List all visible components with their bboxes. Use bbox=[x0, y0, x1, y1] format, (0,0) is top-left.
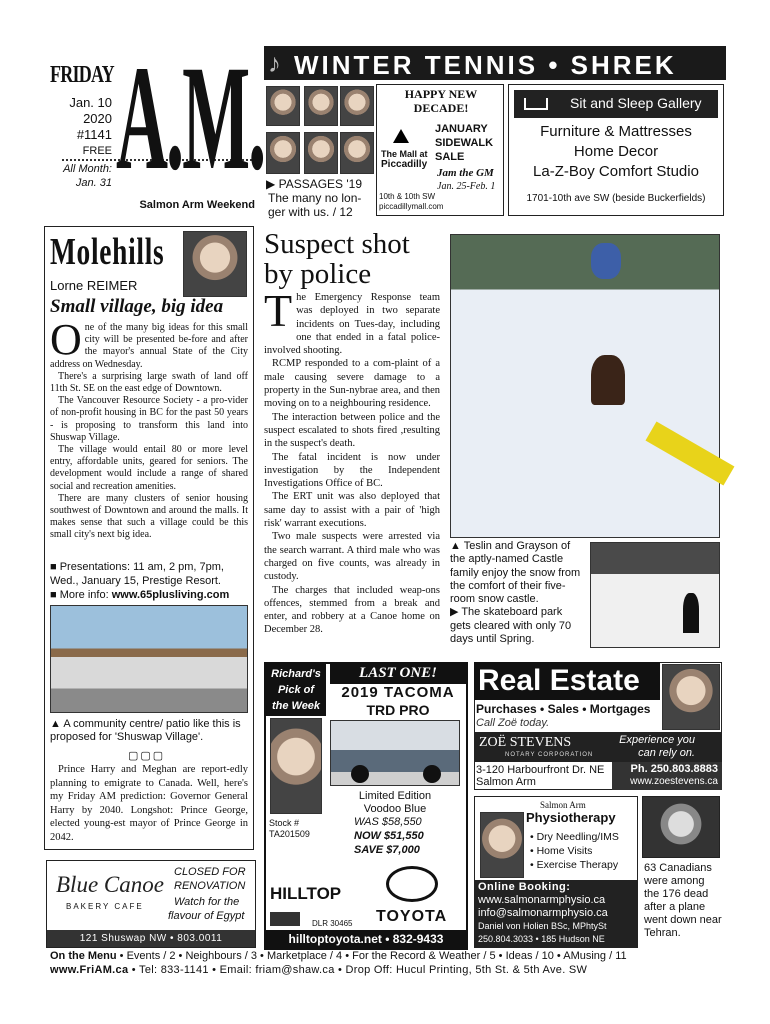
physio-brand: Physiotherapy bbox=[526, 810, 616, 825]
treble-clef-icon: ♪ bbox=[268, 48, 281, 78]
service-1 bbox=[530, 830, 619, 844]
slide bbox=[646, 421, 735, 485]
realestate-addr2: Salmon Arm bbox=[476, 776, 536, 788]
mall-web: piccadillymall.com bbox=[379, 202, 444, 211]
pick-line1: Richard's bbox=[271, 668, 321, 680]
footer-menu bbox=[50, 950, 730, 962]
toyota-emblem-icon bbox=[386, 866, 438, 902]
realestate-call: Call Zoë today. bbox=[476, 717, 550, 729]
more-info-link[interactable]: www.65plusliving.com bbox=[111, 589, 230, 601]
pick-line3: the Week bbox=[271, 700, 321, 712]
free-label: FREE bbox=[82, 145, 112, 157]
suspect-p6: Two male suspects were arrested via the search warrant. A third male who was charged on five counts, was already in custody. bbox=[264, 531, 440, 583]
author-name: Lorne REIMER bbox=[50, 278, 138, 293]
passages-photo-1 bbox=[266, 86, 300, 126]
passages-photo-4 bbox=[266, 132, 300, 174]
photo-caption-text: A community centre/ patio like this is proposed for 'Shuswap Village'. bbox=[50, 718, 241, 743]
booking-label: Online Booking: bbox=[478, 881, 571, 893]
sale-line-2: SIDEWALK bbox=[435, 137, 494, 149]
snow-caption-1: Teslin and Grayson of the aptly-named Castle family enjoy the snow from the comfort of their five-room snow castle. bbox=[450, 540, 581, 606]
canoe-address: 121 Shuswap NW • 803.0011 bbox=[47, 930, 255, 947]
contact-line: • Tel: 833-1141 • Email: friam@shaw.ca • Drop Off: Hucul Printing, 5th St. & 5th Ave. SW bbox=[131, 964, 588, 976]
column-title: Molehills bbox=[50, 231, 165, 273]
realestate-web: www.zoestevens.ca bbox=[630, 776, 718, 787]
square-bullet-icon: ■ bbox=[50, 589, 57, 601]
friday-label: FRIDAY bbox=[50, 62, 114, 88]
daniel-photo bbox=[480, 812, 524, 878]
bullet-icon: • bbox=[530, 845, 537, 857]
suspect-p1: he Emergency Response team was deployed in two separate incidents on Tues-day, including one that ended in a fatal police-involved shooting. bbox=[264, 292, 440, 357]
tagline-1: Experience you bbox=[619, 734, 695, 746]
all-month-label: All Month: bbox=[63, 163, 112, 175]
suspect-dropcap: T bbox=[264, 285, 293, 336]
model-line1: 2019 TACOMA bbox=[341, 684, 455, 701]
molehills-p4: The village would entail 80 or more level entry, affordable units, geared for seniors. The development would include a range of shared social and recreation amenities. bbox=[50, 444, 248, 492]
triangle-up-icon: ▲ bbox=[50, 718, 61, 730]
date: Jan. 10 bbox=[69, 95, 112, 110]
site-link[interactable]: www.FriAM.ca bbox=[50, 964, 129, 976]
snow-castle-photo bbox=[450, 234, 720, 538]
tagline-2: can rely on. bbox=[638, 747, 695, 759]
mall-name-1: The Mall at bbox=[381, 149, 428, 159]
save-price: SAVE $7,000 bbox=[354, 844, 420, 856]
mall-building-icon bbox=[393, 129, 409, 143]
passages-photo-5 bbox=[304, 132, 338, 174]
mall-ad[interactable] bbox=[376, 84, 504, 216]
phone-bar bbox=[612, 762, 722, 790]
realestate-services: Purchases • Sales • Mortgages bbox=[476, 702, 651, 716]
sale-line-1: JANUARY bbox=[435, 123, 488, 135]
passages-title[interactable] bbox=[266, 177, 362, 191]
passages-photo-6 bbox=[340, 132, 374, 174]
more-info-label: More info: bbox=[59, 589, 109, 601]
zoe-name: ZOË STEVENS bbox=[479, 735, 572, 750]
passages-title-text: PASSAGES '19 bbox=[278, 177, 363, 191]
child-figure bbox=[591, 355, 625, 405]
suspect-p2: RCMP responded to a com-plaint of a male causing severe damage to a property in the Sun-nybrae area, and then moving on to a neighbouring residence. bbox=[264, 358, 440, 410]
issue-number: #1141 bbox=[76, 127, 112, 142]
triangle-right-icon: ▶ bbox=[450, 606, 459, 619]
zoe-photo bbox=[662, 664, 720, 730]
passages-photo-3 bbox=[340, 86, 374, 126]
service-3 bbox=[530, 858, 619, 872]
suspect-headline-1: Suspect shot bbox=[264, 228, 410, 260]
mall-headline-2: DECADE! bbox=[413, 101, 469, 115]
now-price: NOW $51,550 bbox=[354, 830, 424, 842]
realestate-phone: Ph. 250.803.8883 bbox=[630, 763, 718, 775]
royal-prediction-text: Prince Harry and Meghan are report-edly planning to emigrate to Canada. Well, here's my Friday AM prediction: Governor General Harry by 2040. Longshot: Prince George, elected young-est mayor of Prince George in 2042. bbox=[50, 764, 248, 843]
dealer-number: DLR 30465 bbox=[312, 919, 353, 928]
model-line2: TRD PRO bbox=[366, 702, 430, 718]
top-banner[interactable] bbox=[264, 46, 726, 80]
am-logo: A.M. bbox=[116, 35, 265, 201]
physio-contact: 250.804.3033 • 185 Hudson NE bbox=[478, 934, 605, 944]
triangle-right-icon: ▶ bbox=[266, 177, 276, 191]
child-on-top bbox=[591, 243, 621, 279]
molehills-headline: Small village, big idea bbox=[50, 296, 224, 317]
was-price: WAS $58,550 bbox=[354, 816, 422, 828]
mall-address: 10th & 10th SW bbox=[379, 192, 436, 201]
physio-services bbox=[530, 830, 619, 872]
suspect-p3: The interaction between police and the suspect escalated to shots fired ,resulting in the suspect's death. bbox=[264, 411, 440, 450]
year: 2020 bbox=[83, 111, 112, 126]
service-2-text: Home Visits bbox=[536, 845, 593, 857]
hilltop-logo: HILLTOP bbox=[270, 884, 342, 903]
sleep-address: 1701-10th ave SW (beside Buckerfields) bbox=[526, 193, 706, 204]
menu-label: On the Menu bbox=[50, 950, 117, 962]
last-one-banner: LAST ONE! bbox=[330, 662, 466, 684]
tehran-photo bbox=[642, 796, 720, 858]
wheel-icon bbox=[351, 765, 369, 783]
passages-line2: ger with us. / 12 bbox=[268, 205, 353, 219]
toyota-contact[interactable]: hilltoptoyota.net • 832-9433 bbox=[266, 930, 466, 948]
section-divider-icon: ▢▢▢ bbox=[128, 750, 166, 762]
sleep-brand: Sit and Sleep Gallery bbox=[570, 95, 702, 111]
event-dates: Jan. 25-Feb. 1 bbox=[437, 181, 496, 192]
carproof-icon bbox=[270, 912, 300, 926]
community-centre-photo bbox=[50, 605, 248, 713]
edition-line2: Voodoo Blue bbox=[363, 803, 427, 815]
triangle-up-icon: ▲ bbox=[450, 540, 461, 552]
all-month-date: Jan. 31 bbox=[75, 177, 112, 189]
person-figure bbox=[683, 593, 699, 633]
zoe-corp: NOTARY CORPORATION bbox=[505, 752, 594, 758]
footer-contact bbox=[50, 964, 730, 976]
realestate-title: Real Estate bbox=[474, 662, 660, 700]
pick-of-week bbox=[266, 664, 326, 716]
molehills-body bbox=[50, 315, 248, 542]
presentations-line2: Wed., January 15, Prestige Resort. bbox=[50, 575, 221, 587]
passages-photo-2 bbox=[304, 86, 338, 126]
physio-email[interactable]: info@salmonarmphysio.ca bbox=[478, 907, 608, 919]
toyota-wordmark: TOYOTA bbox=[376, 908, 448, 925]
canoe-line3: Watch for the bbox=[174, 896, 240, 908]
canoe-line1: CLOSED FOR bbox=[174, 866, 246, 878]
skatepark-photo bbox=[590, 542, 720, 648]
canoe-brand: Blue Canoe bbox=[56, 872, 164, 897]
royal-prediction bbox=[50, 763, 248, 844]
molehills-p1: ne of the many big ideas for this small city will be presented be-fore and after the mayor's annual State of the City address on Wednesday. bbox=[50, 322, 248, 370]
presentations bbox=[50, 560, 250, 602]
truck-photo bbox=[330, 720, 460, 786]
stock-label: Stock # bbox=[269, 818, 300, 828]
molehills-p5: There are many clusters of senior housing southwest of Downtown and around the malls. It makes sense that such a village could be this small city's next big idea. bbox=[50, 492, 248, 541]
sale-line-3: SALE bbox=[435, 151, 465, 163]
edition-label: Salmon Arm Weekend bbox=[139, 199, 255, 211]
square-bullet-icon: ■ bbox=[50, 561, 57, 573]
snow-caption bbox=[450, 540, 586, 646]
suspect-headline-2: by police bbox=[264, 258, 372, 290]
passages-line1: The many no lon- bbox=[268, 191, 362, 205]
sofa-icon bbox=[524, 98, 548, 110]
service-1-text: Dry Needling/IMS bbox=[536, 831, 619, 843]
pick-line2: Pick of bbox=[277, 684, 315, 696]
realestate-addr1: 3-120 Harbourfront Dr. NE bbox=[476, 764, 605, 776]
sleep-line2: Home Decor bbox=[573, 143, 659, 160]
molehills-p3: The Vancouver Resource Society - a pro-vider of non-profit housing in BC for the past 50 years - is proposing to transform this land into Shuswap Village. bbox=[50, 395, 248, 443]
canoe-line4: flavour of Egypt bbox=[168, 910, 245, 922]
mall-name-2: Piccadilly bbox=[381, 159, 428, 170]
physio-web[interactable]: www.salmonarmphysio.ca bbox=[478, 894, 606, 906]
zoe-bar bbox=[475, 732, 721, 762]
presentations-line1: Presentations: 11 am, 2 pm, 7pm, bbox=[59, 561, 224, 573]
physio-name: Daniel von Holien BSc, MPhtySt bbox=[478, 921, 607, 931]
suspect-p5: The ERT unit was also deployed that same day to assist with a pair of 'high risk' warrant executions. bbox=[264, 491, 440, 530]
physio-booking-box bbox=[475, 880, 637, 947]
stock-number: TA201509 bbox=[269, 829, 310, 839]
suspect-p4: The fatal incident is now under investigation by the Independent Investigations Office of BC. bbox=[264, 451, 440, 490]
snow-caption-2: The skateboard park gets cleared with only 70 days until Spring. bbox=[450, 606, 572, 646]
canoe-sub: BAKERY CAFE bbox=[66, 902, 144, 911]
bullet-icon: • bbox=[530, 831, 537, 843]
menu-items: • Events / 2 • Neighbours / 3 • Marketplace / 4 • For the Record & Weather / 5 • Ideas / 10 • AMusing / 11 bbox=[119, 950, 627, 962]
suspect-p7: The charges that included weap-ons offences, stemmed from a break and enter, and robbery at a Canoe home on December 28. bbox=[264, 584, 440, 636]
mall-headline-1: HAPPY NEW bbox=[404, 87, 478, 101]
edition-line1: Limited Edition bbox=[358, 790, 432, 802]
tehran-text: 63 Canadians were among the 176 dead after a plane went down near Tehran. bbox=[644, 862, 722, 939]
suspect-body bbox=[264, 285, 440, 637]
service-3-text: Exercise Therapy bbox=[536, 859, 619, 871]
photo-caption bbox=[50, 718, 250, 744]
sleep-line1: Furniture & Mattresses bbox=[540, 123, 692, 140]
sleep-line3: La-Z-Boy Comfort Studio bbox=[533, 163, 699, 180]
richard-photo bbox=[270, 718, 322, 814]
molehills-dropcap: O bbox=[50, 315, 82, 364]
molehills-p2: There's a surprising large swath of land off 11th St. SE on the east edge of Downtown. bbox=[50, 370, 248, 395]
author-photo bbox=[183, 231, 247, 297]
sleep-ad[interactable] bbox=[508, 84, 724, 216]
bullet-icon: • bbox=[530, 859, 537, 871]
canoe-line2: RENOVATION bbox=[174, 880, 246, 892]
service-2 bbox=[530, 844, 619, 858]
sleep-brand-bar bbox=[514, 90, 718, 118]
wheel-icon bbox=[423, 765, 441, 783]
banner-text: WINTER TENNIS • SHREK bbox=[294, 50, 677, 80]
physio-brand-small: Salmon Arm bbox=[540, 800, 586, 810]
event-name: Jam the GM bbox=[437, 167, 494, 179]
